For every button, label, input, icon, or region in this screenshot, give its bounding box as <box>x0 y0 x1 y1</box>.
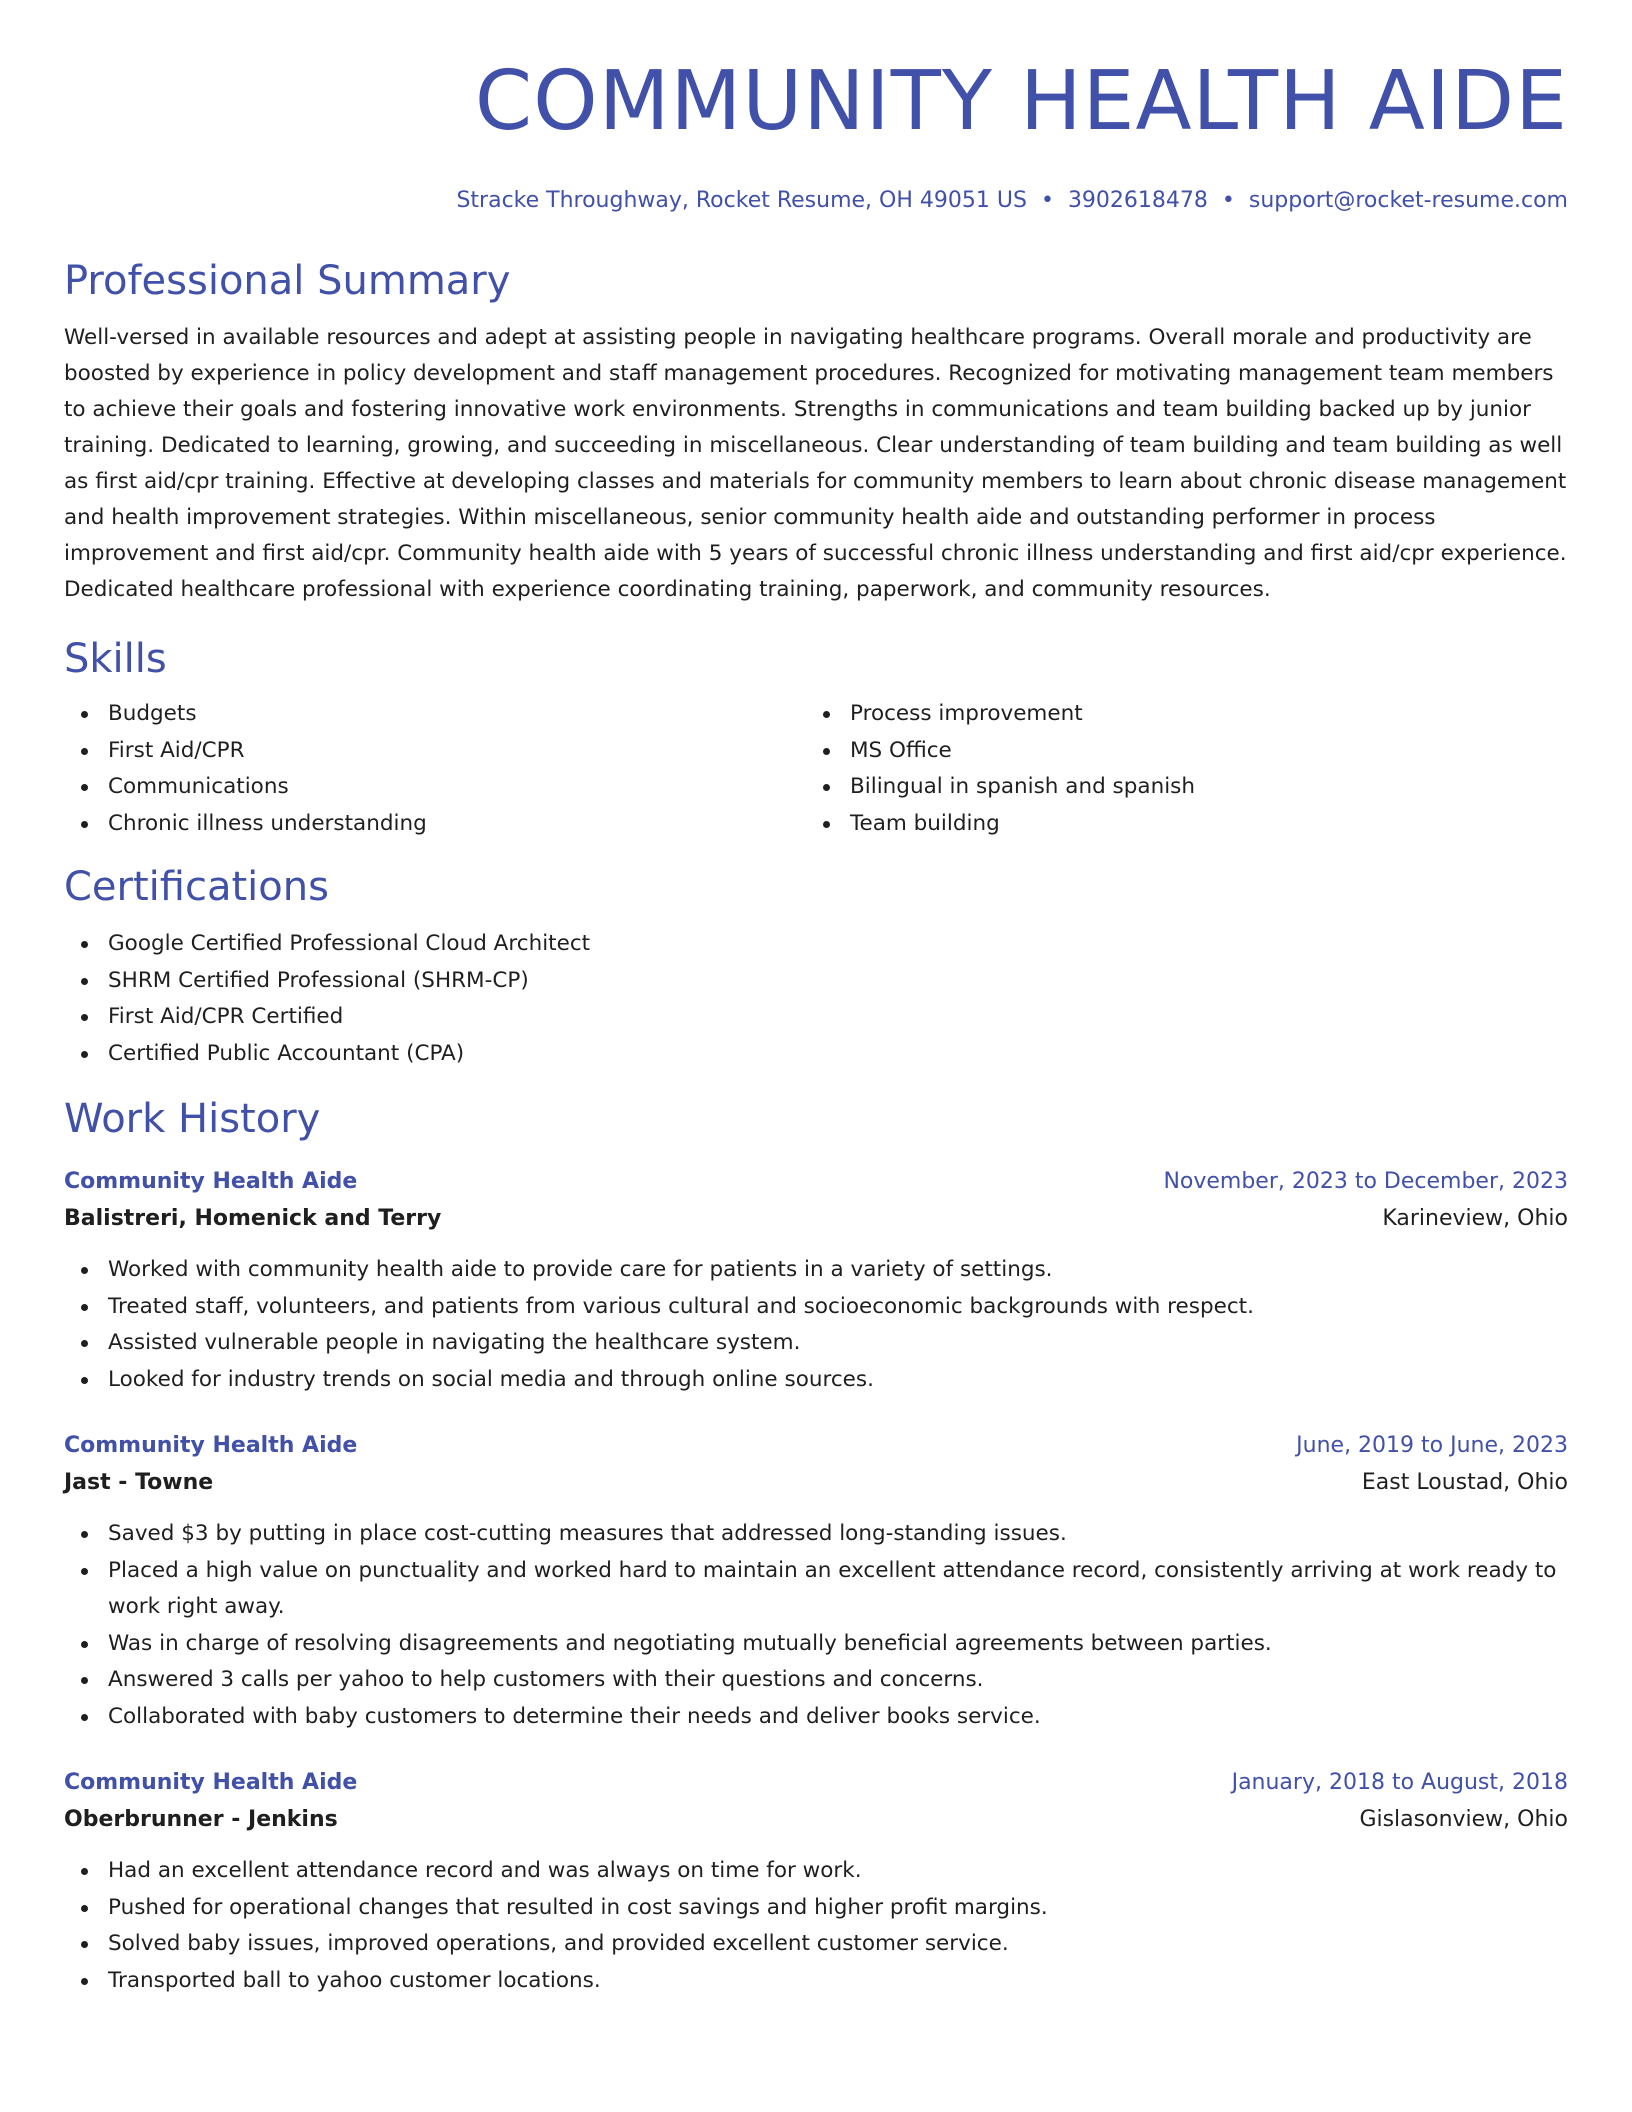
job-dates: November, 2023 to December, 2023 <box>1163 1169 1568 1194</box>
contact-email: support@rocket-resume.com <box>1248 188 1568 213</box>
job-duties-list <box>64 1252 1568 1398</box>
skill-item: Chronic illness understanding <box>64 806 806 843</box>
job-company: Balistreri, Homenick and Terry <box>64 1206 442 1231</box>
job-company-row <box>64 1801 1568 1839</box>
skills-grid <box>64 696 1568 842</box>
skills-list-left <box>64 696 806 842</box>
job-header-row <box>64 1164 1568 1200</box>
work-history-heading: Work History <box>64 1096 321 1142</box>
skill-item: Process improvement <box>806 696 1566 733</box>
job-duty-item: Solved baby issues, improved operations, and provided excellent customer service. <box>64 1926 1568 1963</box>
job-header-row <box>64 1428 1568 1464</box>
job-entry <box>64 1428 1568 1735</box>
summary-heading: Professional Summary <box>64 258 511 304</box>
certification-item: Certified Public Accountant (CPA) <box>64 1036 1568 1073</box>
job-duty-item: Collaborated with baby customers to determine their needs and deliver books service. <box>64 1699 1568 1736</box>
job-dates: June, 2019 to June, 2023 <box>1296 1433 1568 1458</box>
certification-item: SHRM Certified Professional (SHRM-CP) <box>64 963 1568 1000</box>
job-entry <box>64 1765 1568 1999</box>
job-company-row <box>64 1200 1568 1238</box>
job-duty-item: Had an excellent attendance record and was always on time for work. <box>64 1853 1568 1890</box>
job-duty-item: Assisted vulnerable people in navigating the healthcare system. <box>64 1325 1568 1362</box>
job-duty-item: Answered 3 calls per yahoo to help customers with their questions and concerns. <box>64 1662 1568 1699</box>
job-company: Oberbrunner - Jenkins <box>64 1807 338 1832</box>
job-duty-item: Saved $3 by putting in place cost-cutting measures that addressed long-standing issues. <box>64 1516 1568 1553</box>
contact-separator: • <box>1040 188 1054 213</box>
job-company: Jast - Towne <box>64 1470 214 1495</box>
job-dates: January, 2018 to August, 2018 <box>1231 1770 1568 1795</box>
job-duty-item: Worked with community health aide to provide care for patients in a variety of settings. <box>64 1252 1568 1289</box>
skill-item: Team building <box>806 806 1566 843</box>
certification-item: First Aid/CPR Certified <box>64 999 1568 1036</box>
contact-line <box>64 186 1568 216</box>
skills-list-right <box>806 696 1566 842</box>
certifications-list <box>64 926 1568 1072</box>
job-location: East Loustad, Ohio <box>1361 1470 1568 1495</box>
job-duty-item: Treated staff, volunteers, and patients from various cultural and socioeconomic backgrounds with respect. <box>64 1289 1568 1326</box>
skill-item: Budgets <box>64 696 806 733</box>
job-duty-item: Was in charge of resolving disagreements and negotiating mutually beneficial agreements between parties. <box>64 1626 1568 1663</box>
certification-item: Google Certified Professional Cloud Architect <box>64 926 1568 963</box>
job-title: Community Health Aide <box>64 1169 358 1194</box>
skill-item: MS Office <box>806 733 1566 770</box>
job-duty-item: Placed a high value on punctuality and worked hard to maintain an excellent attendance record, consistently arriving at work ready to work right away. <box>64 1553 1568 1626</box>
job-header-row <box>64 1765 1568 1801</box>
skill-item: First Aid/CPR <box>64 733 806 770</box>
job-duties-list <box>64 1853 1568 1999</box>
job-duty-item: Transported ball to yahoo customer locations. <box>64 1963 1568 2000</box>
skill-item: Communications <box>64 769 806 806</box>
resume-name: COMMUNITY HEALTH AIDE <box>474 54 1568 149</box>
job-company-row <box>64 1464 1568 1502</box>
contact-address: Stracke Throughway, Rocket Resume, OH 49051 US <box>456 188 1027 213</box>
job-duty-item: Looked for industry trends on social media and through online sources. <box>64 1362 1568 1399</box>
job-location: Gislasonview, Ohio <box>1359 1807 1568 1832</box>
certifications-heading: Certifications <box>64 864 329 910</box>
contact-phone: 3902618478 <box>1067 188 1208 213</box>
job-title: Community Health Aide <box>64 1433 358 1458</box>
job-duty-item: Pushed for operational changes that resulted in cost savings and higher profit margins. <box>64 1890 1568 1927</box>
job-title: Community Health Aide <box>64 1770 358 1795</box>
job-location: Karineview, Ohio <box>1382 1206 1568 1231</box>
summary-text: Well-versed in available resources and adept at assisting people in navigating healthcare programs. Overall morale and productivity are boosted by experience in policy development and staff management procedures. Recognized for motivating management team members to achieve their goals and fostering innovative work environments. Strengths in communications and team building backed up by junior training. Dedicated to learning, growing, and succeeding in miscellaneous. Clear understanding of team building and team building as well as first aid/cpr training. Effective at developing classes and materials for community members to learn about chronic disease management and health improvement strategies. Within miscellaneous, senior community health aide and outstanding performer in process improvement and first aid/cpr. Community health aide with 5 years of successful chronic illness understanding and first aid/cpr experience. Dedicated healthcare professional with experience coordinating training, paperwork, and community resources. <box>64 325 1567 602</box>
skill-item: Bilingual in spanish and spanish <box>806 769 1566 806</box>
job-entry <box>64 1164 1568 1398</box>
job-duties-list <box>64 1516 1568 1735</box>
contact-separator: • <box>1221 188 1235 213</box>
skills-heading: Skills <box>64 636 167 682</box>
